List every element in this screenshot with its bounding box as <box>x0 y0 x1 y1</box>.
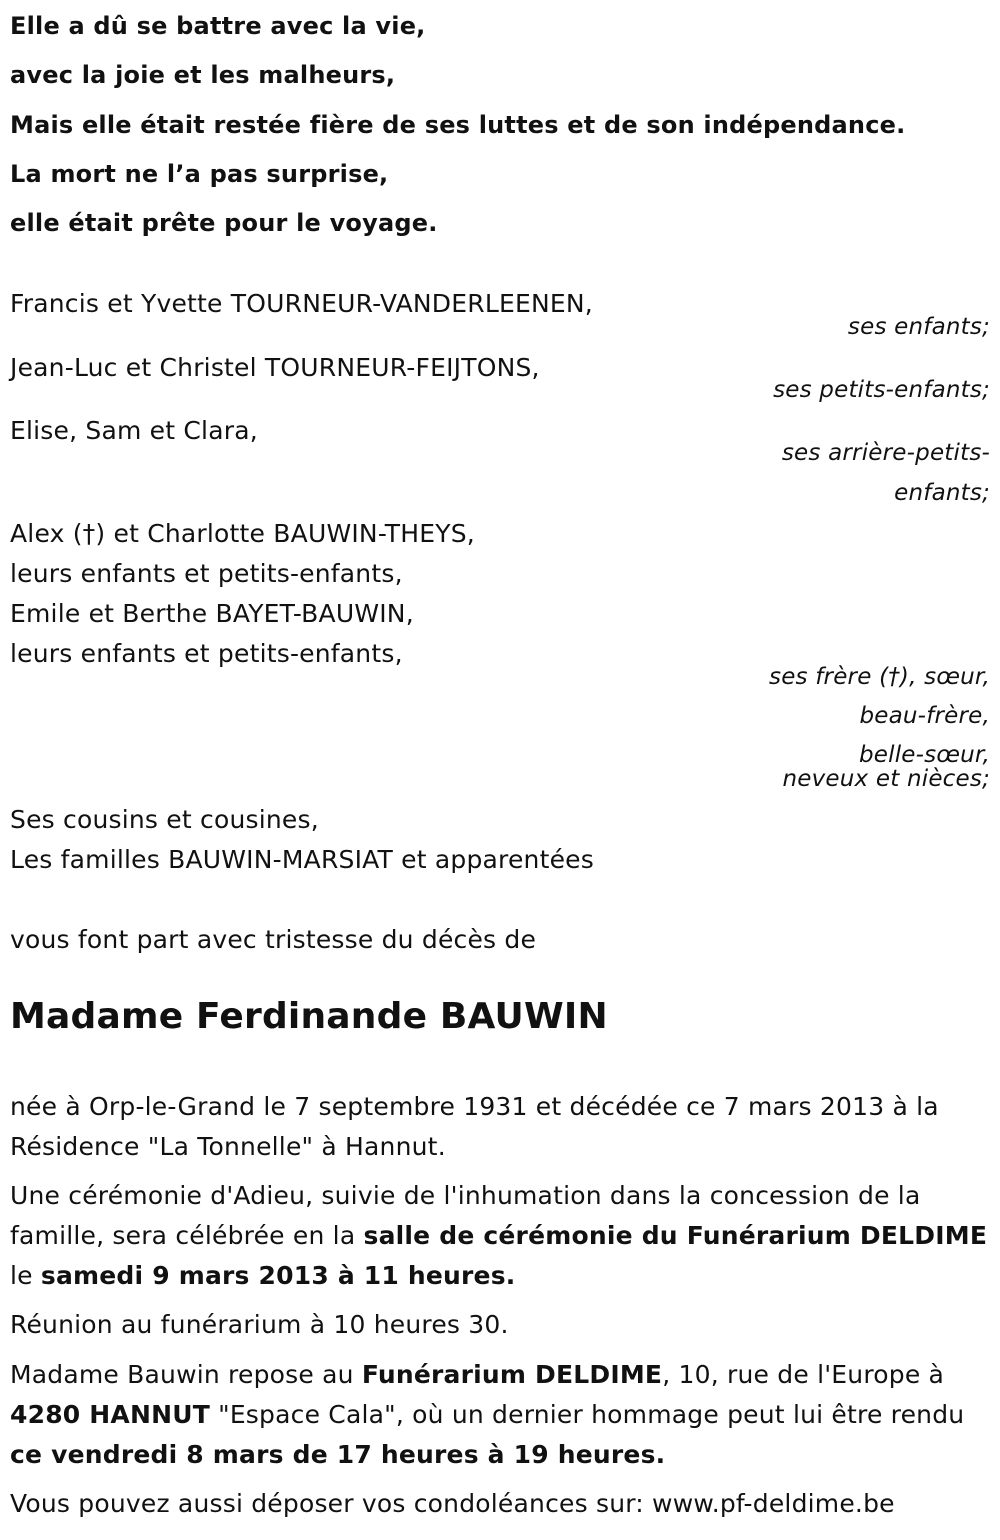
family-great-grandchildren: Elise, Sam et Clara, <box>10 416 258 445</box>
poem-line-4: La mort ne l’a pas surprise, <box>10 160 389 188</box>
poem-line-2: avec la joie et les malheurs, <box>10 61 396 89</box>
family-siblings-2: leurs enfants et petits-enfants, <box>10 559 403 588</box>
family-siblings-1: Alex (†) et Charlotte BAUWIN-THEYS, <box>10 519 475 548</box>
repose-text-3: "Espace Cala", où un dernier hommage peut lui être rendu <box>209 1400 965 1429</box>
poem-line-5: elle était prête pour le voyage. <box>10 209 438 237</box>
announcement: vous font part avec tristesse du décès de <box>10 925 537 954</box>
ceremony-paragraph <box>10 1176 995 1296</box>
role-siblings-4: neveux et nièces; <box>782 766 990 792</box>
ceremony-text-2: le <box>10 1261 41 1290</box>
repose-paragraph <box>10 1355 995 1475</box>
condolences-paragraph <box>10 1484 995 1524</box>
meeting-text: Réunion au funérarium à 10 heures 30. <box>10 1310 509 1339</box>
role-siblings-1: ses frère (†), sœur, <box>769 664 990 690</box>
repose-city: 4280 HANNUT <box>10 1400 210 1429</box>
ceremony-venue: salle de cérémonie du Funérarium DELDIME <box>363 1221 988 1250</box>
ceremony-datetime: samedi 9 mars 2013 à 11 heures. <box>40 1261 516 1290</box>
role-siblings-3: belle-sœur, <box>858 742 990 768</box>
repose-datetime: ce vendredi 8 mars de 17 heures à 19 heures. <box>10 1440 666 1469</box>
birth-death-text: née à Orp-le-Grand le 7 septembre 1931 et décédée ce 7 mars 2013 à la Résidence "La Tonnelle" à Hannut. <box>10 1092 939 1161</box>
role-grandchildren: ses petits-enfants; <box>773 377 990 403</box>
repose-text-1: Madame Bauwin repose au <box>10 1360 362 1389</box>
family-children: Francis et Yvette TOURNEUR-VANDERLEENEN, <box>10 289 593 318</box>
role-siblings-2: beau-frère, <box>859 703 990 729</box>
role-children: ses enfants; <box>847 314 990 340</box>
repose-venue: Funérarium DELDIME <box>361 1360 663 1389</box>
birth-death-paragraph <box>10 1087 995 1167</box>
family-grandchildren: Jean-Luc et Christel TOURNEUR-FEIJTONS, <box>10 353 540 382</box>
ceremony-text-1: Une cérémonie d'Adieu, suivie de l'inhumation dans la concession de la famille, sera célébrée en la <box>10 1181 921 1250</box>
role-great-grandchildren-1: ses arrière-petits- <box>781 440 990 466</box>
family-cousins: Ses cousins et cousines, <box>10 805 319 834</box>
family-families: Les familles BAUWIN-MARSIAT et apparentées <box>10 845 594 874</box>
family-siblings-3: Emile et Berthe BAYET-BAUWIN, <box>10 599 414 628</box>
role-great-grandchildren-2: enfants; <box>894 480 990 506</box>
family-siblings-4: leurs enfants et petits-enfants, <box>10 639 403 668</box>
poem-line-3: Mais elle était restée fière de ses luttes et de son indépendance. <box>10 111 906 139</box>
deceased-name: Madame Ferdinande BAUWIN <box>10 996 608 1037</box>
condolences-text: Vous pouvez aussi déposer vos condoléances sur: www.pf-deldime.be <box>10 1489 895 1518</box>
repose-text-2: , 10, rue de l'Europe à <box>662 1360 945 1389</box>
poem-line-1: Elle a dû se battre avec la vie, <box>10 12 426 40</box>
meeting-paragraph <box>10 1305 995 1345</box>
